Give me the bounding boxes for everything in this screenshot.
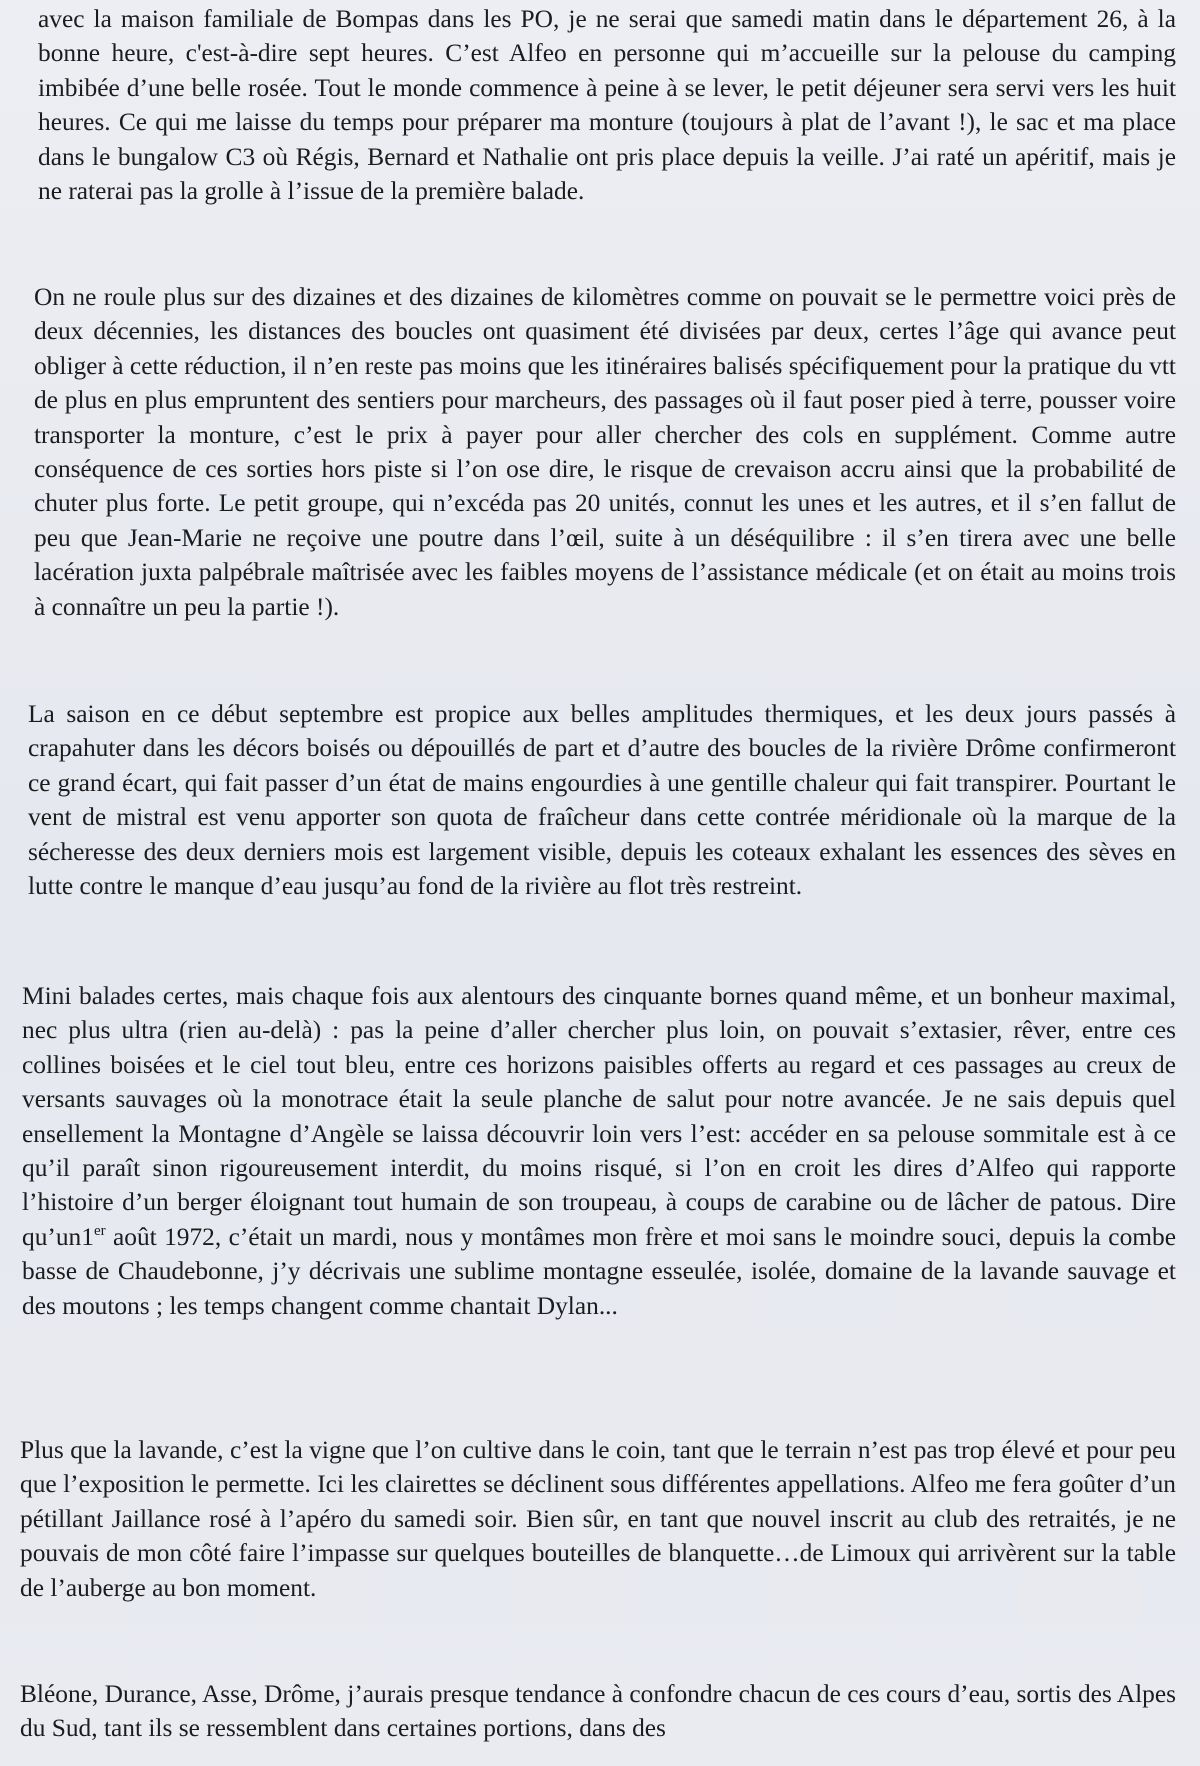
- text-line: département 26, à la bonne heure, c'est-à-dire sept heures.: [38, 5, 1176, 68]
- text-line: soir. Bien sûr, en tant que nouvel inscrit au club des retraités, je ne pouvais de mon côté faire: [20, 1504, 1177, 1568]
- text-line: d’eau, sortis des Alpes du Sud, tant ils se ressemblent dans certaines portions, dans des: [20, 1680, 1176, 1743]
- text-line: C’est Alfeo en personne qui m’accueille sur la pelouse du camping imbibée d’une belle rosée.: [38, 39, 1176, 102]
- text-line: Mini balades certes, mais chaque fois aux alentours des cinquante bornes quand même, et un: [22, 982, 983, 1010]
- text-line: permettre voici près de deux décennies, les distances des boucles ont quasiment été divisées: [34, 283, 1177, 346]
- text-line: monture, c’est le prix à payer pour aller chercher des cols en supplément. Comme autre: [189, 420, 1176, 449]
- text-line: l’auberge au bon moment.: [50, 1573, 317, 1602]
- ordinal-superscript: er: [93, 1222, 106, 1239]
- text-line: d’Angèle se laissa découvrir loin vers l’est: accéder en sa pelouse sommitale est à ce qu’il: [22, 1119, 1176, 1183]
- text-line: On ne roule plus sur des dizaines et des dizaines de kilomètres comme on pouvait se le: [34, 283, 933, 311]
- text-line: changent comme chantait Dylan...: [270, 1291, 618, 1320]
- text-line: déséquilibre : il s’en tirera avec une belle lacération juxta palpébrale maîtrisée avec les faibles: [34, 523, 1176, 587]
- paragraph-6: [20, 1677, 1176, 1746]
- text-line: la seule planche de salut pour notre avancée. Je ne sais depuis quel ensellement la Montagne: [22, 1085, 1176, 1148]
- text-line: différentes appellations. Alfeo me fera goûter d’un pétillant Jaillance rosé à l’apéro du samedi: [20, 1470, 1176, 1533]
- text-line: de fraîcheur dans cette contrée méridionale où la marque de la sécheresse des deux derniers: [28, 803, 1176, 866]
- text-line: par deux, certes l’âge qui avance peut obliger à cette réduction, il n’en reste pas moins que les: [34, 317, 1176, 380]
- text-line: l’impasse sur quelques bouteilles de blanquette…de Limoux qui arrivèrent sur la table de: [20, 1539, 1176, 1602]
- text-line: pouvait s’extasier, rêver, entre ces collines boisées et le ciel tout bleu, entre ces horizons: [22, 1016, 1176, 1079]
- text-line: montagne esseulée, isolée, domaine de la lavande sauvage et des moutons ; les temps: [22, 1257, 1176, 1320]
- text-line: rapporte l’histoire d’un berger éloignant tout humain de son troupeau, à coups de carabine ou: [22, 1154, 1176, 1217]
- text-line: moyens de l’assistance médicale (et on était au moins trois à connaître un peu la partie !).: [34, 558, 1176, 621]
- text-line: avec la maison familiale de Bompas dans les PO, je ne serai que samedi matin dans le: [38, 5, 954, 33]
- text-line: conséquence de ces sorties hors piste si l’on ose dire, le risque de crevaison accru ainsi que la: [34, 455, 1025, 484]
- text-line: la rivière Drôme confirmeront ce grand écart, qui fait passer d’un état de mains engourdies à: [28, 734, 1176, 797]
- text-line: moi sans le moindre souci, depuis la combe basse de Chaudebonne, j’y décrivais une sublime: [22, 1222, 1176, 1286]
- text-line: le manque d’eau jusqu’au fond de la rivière au flot très restreint.: [149, 872, 803, 901]
- text-line: les autres, et il s’en fallut de peu que Jean-Marie ne reçoive une poutre dans l’œil, suite à un: [34, 489, 1176, 552]
- text-line: Bléone, Durance, Asse, Drôme, j’aurais presque tendance à confondre chacun de ces cours: [20, 1680, 942, 1708]
- paragraph-2: [34, 280, 1176, 624]
- paragraph-3: [28, 697, 1176, 903]
- paragraph-1: [38, 2, 1176, 208]
- text-line: La saison en ce début septembre est propice aux belles amplitudes thermiques, et les deux: [28, 700, 1015, 728]
- text-fragment: de lâcher de patous. Dire qu’un1: [22, 1188, 1176, 1251]
- text-line: Ce qui me laisse du temps pour préparer ma monture (toujours à plat de l’avant !), le sac et: [118, 108, 1075, 137]
- text-line: Plus que la lavande, c’est la vigne que l’on cultive dans le coin, tant que le terrain n’est pas: [20, 1436, 948, 1464]
- text-line: ma place dans le bungalow C3 où Régis, Bernard et Nathalie ont pris place depuis la veille.: [38, 108, 1176, 171]
- paragraph-4: [22, 979, 1176, 1323]
- text-line: trop élevé et pour peu que l’exposition le permette. Ici les clairettes se déclinent sous: [20, 1436, 1176, 1499]
- text-line: probabilité de chuter plus forte. Le petit groupe, qui n’excéda pas 20 unités, connut les unes et: [34, 455, 1176, 518]
- text-line: mois est largement visible, depuis les coteaux exhalant les essences des sèves en lutte contre: [28, 837, 1176, 901]
- text-line: paisibles offerts au regard et ces passages au creux de versants sauvages où la monotrace était: [22, 1050, 1177, 1114]
- text-line: une gentille chaleur qui fait transpirer. Pourtant le vent de mistral est venu apporter son quota: [28, 768, 1176, 832]
- text-line: J’ai raté un apéritif, mais je ne raterai pas la grolle à l’issue de la première balade.: [38, 142, 1176, 206]
- text-line: paraît sinon rigoureusement interdit, du moins risqué, si l’on en croit les dires d’Alfeo qui: [82, 1154, 1080, 1183]
- text-line: sentiers pour marcheurs, des passages où il faut poser pied à terre, pousser voire transporter la: [34, 386, 1176, 449]
- text-line: itinéraires balisés spécifiquement pour la pratique du vtt de plus en plus empruntent des: [34, 351, 1176, 415]
- text-line: Tout le monde commence à peine à se lever, le petit déjeuner sera servi vers les huit heures.: [38, 73, 1177, 137]
- text-line: jours passés à crapahuter dans les décors boisés ou dépouillés de part et d’autre des boucles de: [28, 700, 1177, 763]
- paragraph-5: [20, 1433, 1176, 1605]
- text-fragment: août 1972, c’était un mardi, nous y montâmes mon frère et: [105, 1222, 719, 1251]
- text-line: bonheur maximal, nec plus ultra (rien au-delà) : pas la peine d’aller chercher plus loin, on: [22, 982, 1176, 1045]
